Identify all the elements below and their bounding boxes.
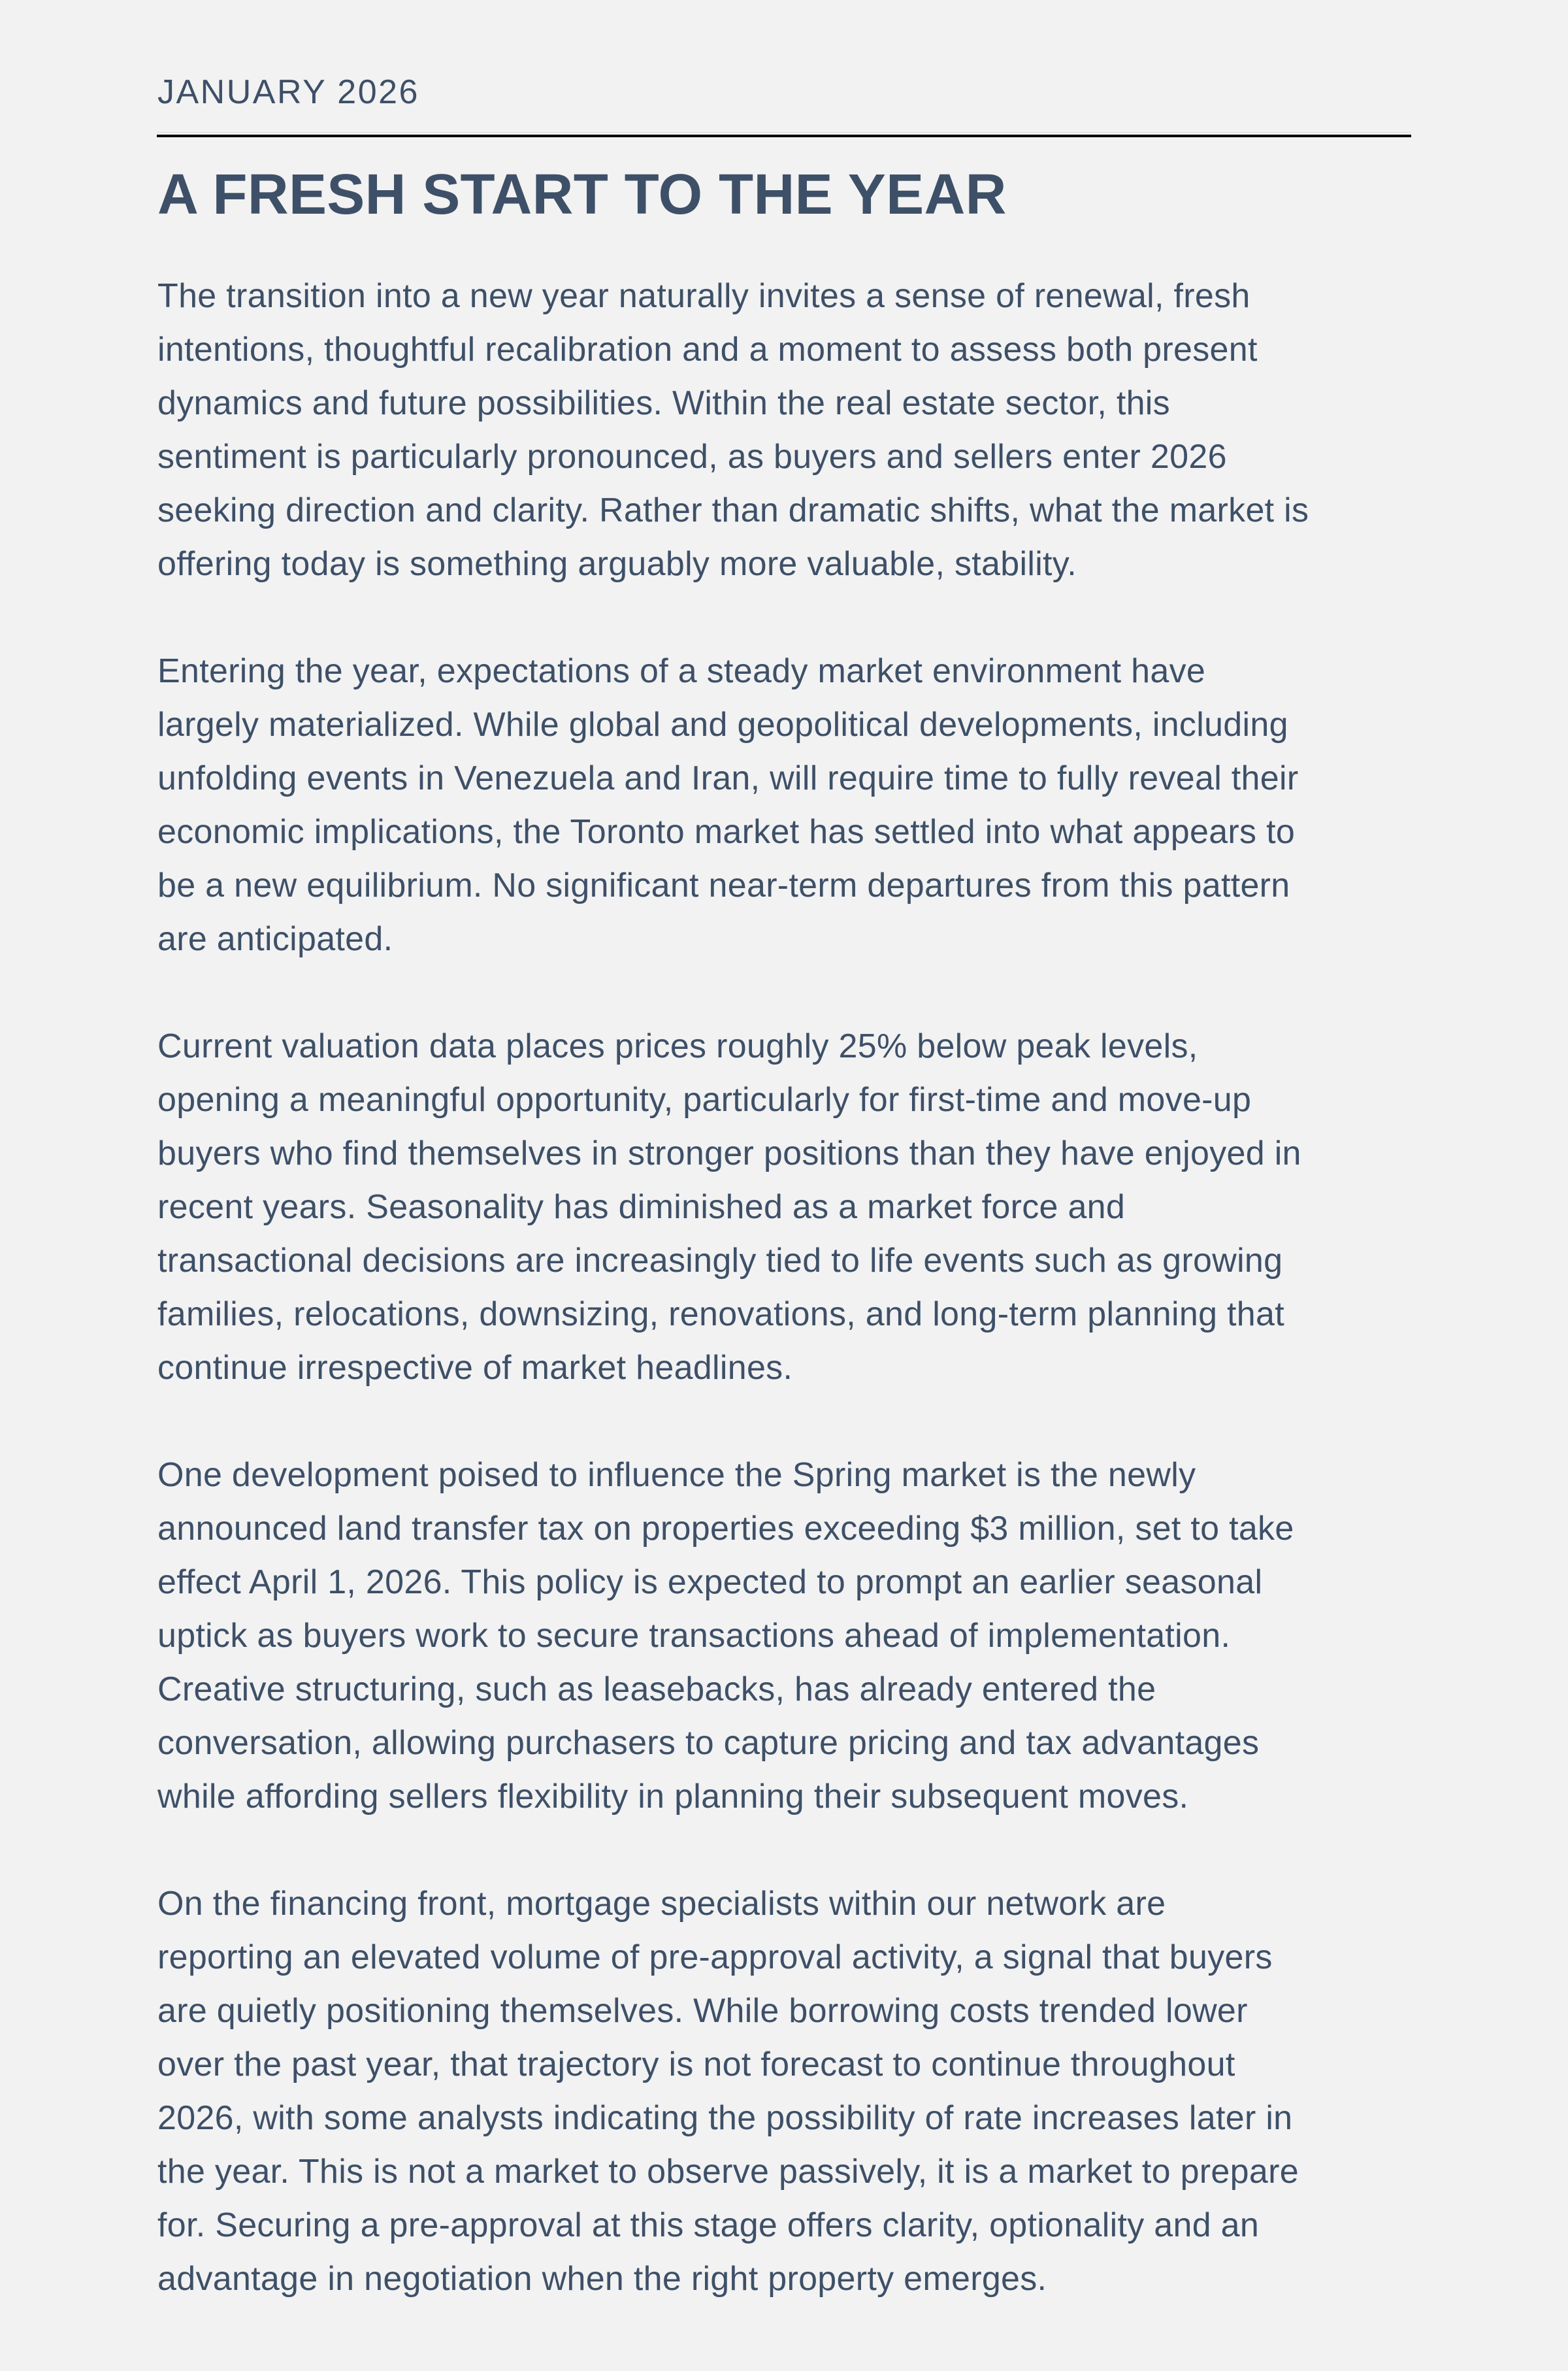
paragraph-line: advantage in negotiation when the right property emerges. <box>157 2260 1047 2298</box>
paragraph-line: unfolding events in Venezuela and Iran, will require time to fully reveal their <box>157 759 1299 797</box>
article-body <box>157 269 1411 2359</box>
paragraph-line: buyers who find themselves in stronger positions than they have enjoyed in <box>157 1135 1301 1172</box>
paragraph-financing <box>157 1877 1411 2306</box>
paragraph-land-transfer-tax <box>157 1448 1411 1823</box>
paragraph-line: dynamics and future possibilities. Within the real estate sector, this <box>157 384 1170 422</box>
paragraph-intro <box>157 269 1411 591</box>
paragraph-line: for. Securing a pre-approval at this stage offers clarity, optionality and an <box>157 2206 1260 2244</box>
paragraph-valuation <box>157 1020 1411 1395</box>
header-divider <box>157 135 1411 137</box>
paragraph-line: Creative structuring, such as leasebacks, has already entered the <box>157 1670 1156 1708</box>
paragraph-line: announced land transfer tax on properties exceeding $3 million, set to take <box>157 1510 1294 1548</box>
paragraph-line: sentiment is particularly pronounced, as buyers and sellers enter 2026 <box>157 438 1227 476</box>
paragraph-line: conversation, allowing purchasers to capture pricing and tax advantages <box>157 1724 1260 1762</box>
paragraph-line: intentions, thoughtful recalibration and a moment to assess both present <box>157 331 1258 369</box>
paragraph-line: uptick as buyers work to secure transactions ahead of implementation. <box>157 1617 1231 1655</box>
paragraph-line: the year. This is not a market to observe passively, it is a market to prepare <box>157 2153 1299 2191</box>
article-title: A FRESH START TO THE YEAR <box>157 163 1007 226</box>
paragraph-line: largely materialized. While global and geopolitical developments, including <box>157 706 1288 744</box>
paragraph-line: are quietly positioning themselves. While borrowing costs trended lower <box>157 1992 1248 2030</box>
paragraph-line: effect April 1, 2026. This policy is expected to prompt an earlier seasonal <box>157 1563 1263 1601</box>
paragraph-line: reporting an elevated volume of pre-approval activity, a signal that buyers <box>157 1938 1273 1976</box>
paragraph-line: are anticipated. <box>157 920 393 958</box>
paragraph-line: continue irrespective of market headlines. <box>157 1349 793 1387</box>
paragraph-line: Entering the year, expectations of a steady market environment have <box>157 652 1206 690</box>
paragraph-line: families, relocations, downsizing, renovations, and long-term planning that <box>157 1295 1284 1333</box>
paragraph-line: 2026, with some analysts indicating the possibility of rate increases later in <box>157 2099 1293 2137</box>
paragraph-line: opening a meaningful opportunity, particularly for first-time and move-up <box>157 1081 1252 1119</box>
paragraph-line: over the past year, that trajectory is not forecast to continue throughout <box>157 2046 1235 2083</box>
paragraph-line: The transition into a new year naturally invites a sense of renewal, fresh <box>157 277 1250 315</box>
paragraph-line: offering today is something arguably more valuable, stability. <box>157 545 1077 583</box>
paragraph-line: be a new equilibrium. No significant near-term departures from this pattern <box>157 867 1290 904</box>
paragraph-market-stability <box>157 644 1411 966</box>
paragraph-line: One development poised to influence the Spring market is the newly <box>157 1456 1196 1494</box>
paragraph-line: transactional decisions are increasingly tied to life events such as growing <box>157 1242 1283 1280</box>
paragraph-line: On the financing front, mortgage specialists within our network are <box>157 1885 1166 1923</box>
paragraph-line: Current valuation data places prices roughly 25% below peak levels, <box>157 1027 1198 1065</box>
paragraph-line: recent years. Seasonality has diminished as a market force and <box>157 1188 1126 1226</box>
issue-date: JANUARY 2026 <box>157 73 419 111</box>
paragraph-line: seeking direction and clarity. Rather than dramatic shifts, what the market is <box>157 491 1309 529</box>
paragraph-line: while affording sellers flexibility in planning their subsequent moves. <box>157 1778 1189 1816</box>
paragraph-line: economic implications, the Toronto market has settled into what appears to <box>157 813 1296 851</box>
